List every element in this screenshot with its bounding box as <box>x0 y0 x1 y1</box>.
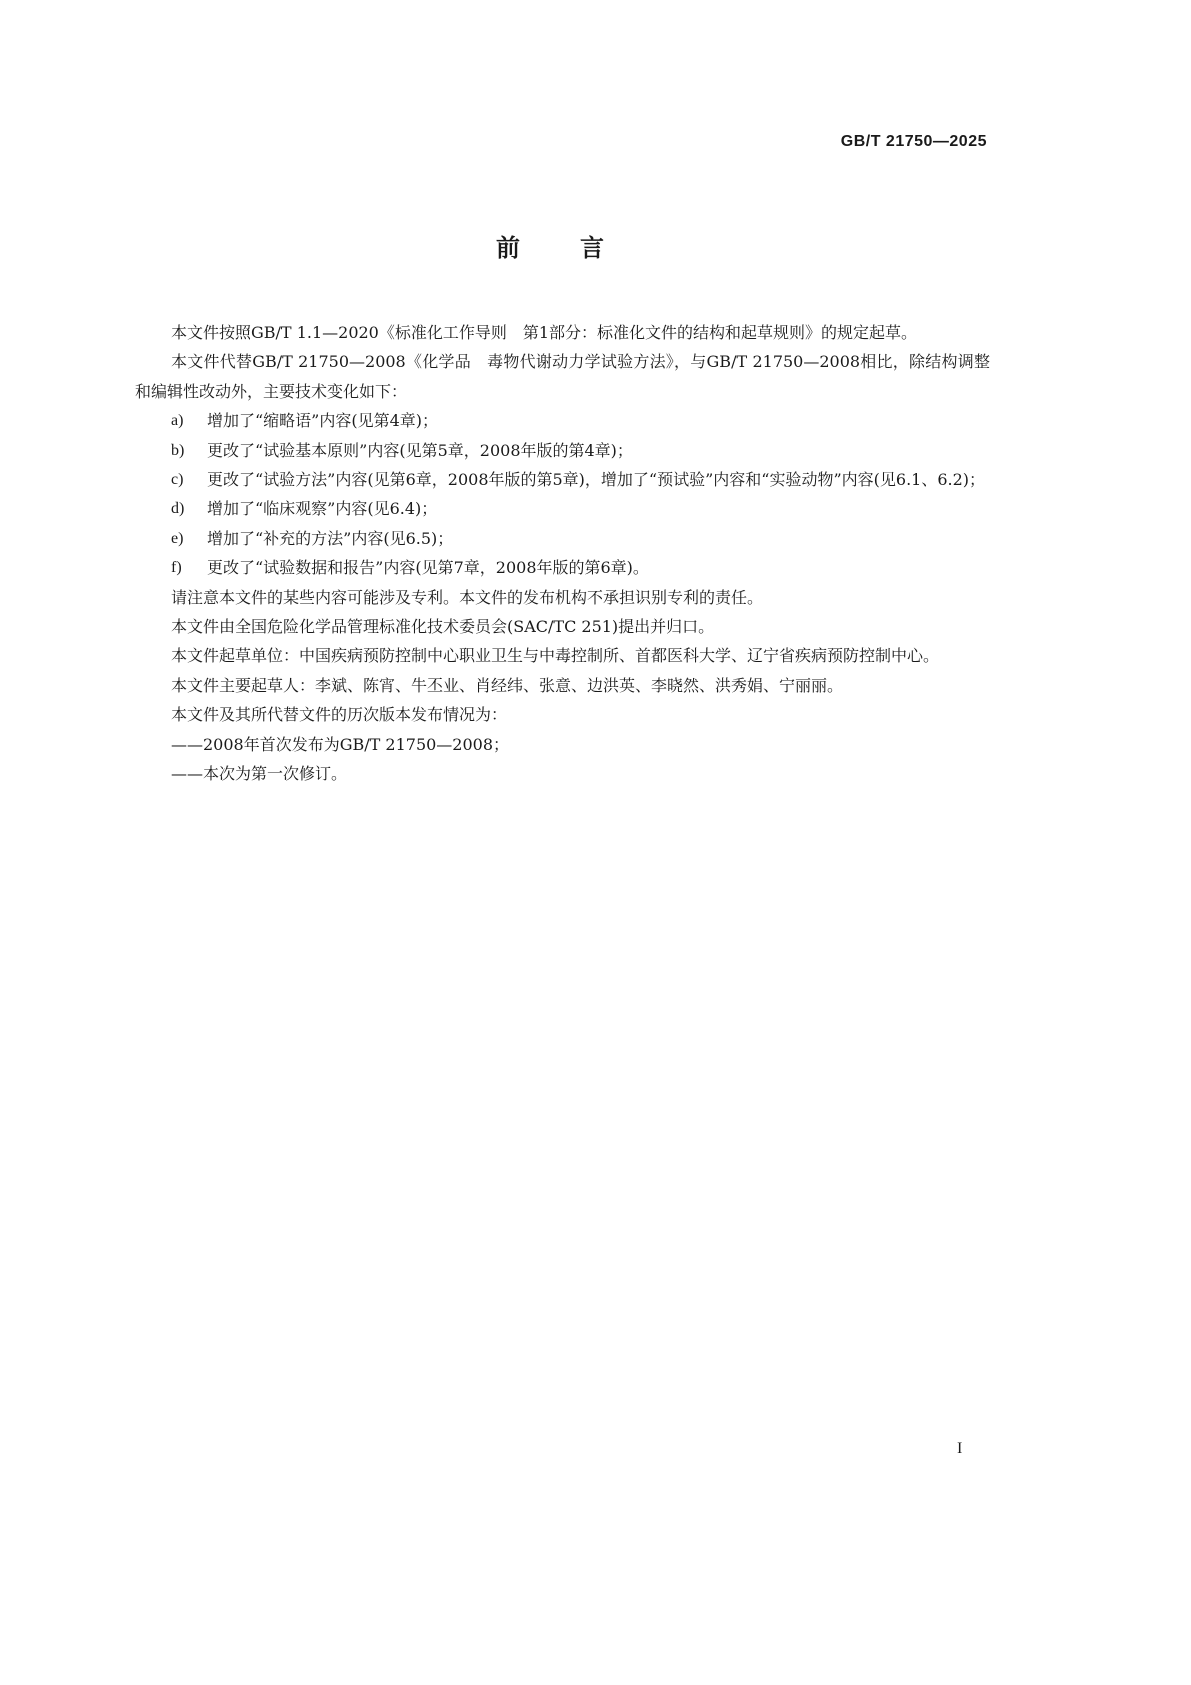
list-item <box>135 524 990 553</box>
list-item-text: 更改了“试验方法”内容(见第6章，2008年版的第5章)，增加了“预试验”内容和“实验动物”内容(见6.1、6.2)； <box>207 470 986 490</box>
list-item <box>135 406 990 435</box>
foreword-body <box>135 318 990 789</box>
list-marker: f) <box>171 559 182 577</box>
list-item <box>135 553 990 582</box>
paragraph-drafters: 本文件主要起草人：李斌、陈宵、牛丕业、肖经纬、张意、边洪英、李晓然、洪秀娟、宁丽丽。 <box>171 675 844 695</box>
standard-code: GB/T 21750—2025 <box>840 133 987 150</box>
list-marker: c) <box>171 471 184 489</box>
list-item-text: 更改了“试验基本原则”内容(见第5章，2008年版的第4章)； <box>207 440 633 460</box>
list-marker: b) <box>171 441 185 459</box>
list-item <box>135 436 990 465</box>
paragraph-drafting-rules: 本文件按照GB/T 1.1—2020《标准化工作导则 第1部分：标准化文件的结构和起草规则》的规定起草。 <box>171 323 918 342</box>
list-marker: a) <box>171 412 184 430</box>
paragraph-patent-notice: 请注意本文件的某些内容可能涉及专利。本文件的发布机构不承担识别专利的责任。 <box>171 587 764 607</box>
page-number: I <box>957 1440 963 1457</box>
list-item <box>135 494 990 523</box>
list-item-text: 更改了“试验数据和报告”内容(见第7章，2008年版的第6章)。 <box>207 558 649 578</box>
list-item-text: 增加了“临床观察”内容(见6.4)； <box>207 499 438 519</box>
list-marker: d) <box>171 500 185 518</box>
list-item-text: 增加了“补充的方法”内容(见6.5)； <box>207 528 454 548</box>
paragraph-drafting-units: 本文件起草单位：中国疾病预防控制中心职业卫生与中毒控制所、首都医科大学、辽宁省疾病预防控制中心。 <box>171 646 940 666</box>
history-item: ——本次为第一次修订。 <box>171 764 348 784</box>
paragraph-history-intro: 本文件及其所代替文件的历次版本发布情况为： <box>171 705 508 725</box>
list-item-text: 增加了“缩略语”内容(见第4章)； <box>207 411 439 431</box>
page-title: 前言 <box>496 234 664 262</box>
paragraph-committee: 本文件由全国危险化学品管理标准化技术委员会(SAC/TC 251)提出并归口。 <box>171 617 715 637</box>
paragraph-replacement: 本文件代替GB/T 21750—2008《化学品 毒物代谢动力学试验方法》，与GB/T 21750—2008相比，除结构调整和编辑性改动外，主要技术变化如下： <box>135 352 990 401</box>
list-item <box>135 465 990 494</box>
changes-list <box>135 406 990 582</box>
history-item: ——2008年首次发布为GB/T 21750—2008； <box>171 734 510 754</box>
list-marker: e) <box>171 529 184 547</box>
